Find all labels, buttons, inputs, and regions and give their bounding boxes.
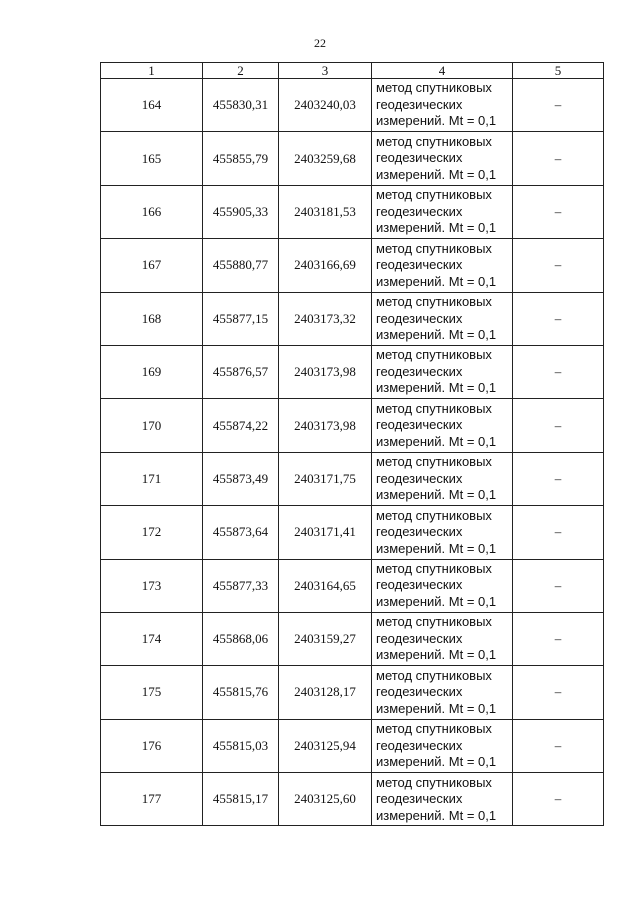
method-line-2: геодезических xyxy=(376,417,463,433)
method-line-2: геодезических xyxy=(376,737,463,753)
description-cell: – xyxy=(513,79,604,132)
coordinate-x: 455874,22 xyxy=(203,399,279,452)
method-line-2: геодезических xyxy=(376,96,463,112)
coordinate-y: 2403159,27 xyxy=(279,612,372,665)
point-number: 168 xyxy=(101,292,203,345)
method-line-1: метод спутниковых xyxy=(376,667,492,683)
measurement-method xyxy=(372,719,513,772)
method-line-1: метод спутниковых xyxy=(376,454,492,470)
measurement-method xyxy=(372,239,513,292)
point-number: 174 xyxy=(101,612,203,665)
method-line-3: измерений. Mt = 0,1 xyxy=(376,433,497,449)
point-number: 170 xyxy=(101,399,203,452)
coordinate-y: 2403173,98 xyxy=(279,399,372,452)
point-number: 171 xyxy=(101,452,203,505)
method-line-2: геодезических xyxy=(376,203,463,219)
table-row xyxy=(101,773,604,826)
description-cell: – xyxy=(513,559,604,612)
point-number: 172 xyxy=(101,506,203,559)
coordinate-y: 2403164,65 xyxy=(279,559,372,612)
point-number: 175 xyxy=(101,666,203,719)
table-row xyxy=(101,666,604,719)
column-header-1: 1 xyxy=(101,63,203,79)
point-number: 166 xyxy=(101,185,203,238)
description-cell: – xyxy=(513,345,604,398)
description-cell: – xyxy=(513,612,604,665)
method-line-3: измерений. Mt = 0,1 xyxy=(376,113,497,129)
description-cell: – xyxy=(513,773,604,826)
description-cell: – xyxy=(513,452,604,505)
method-line-1: метод спутниковых xyxy=(376,133,492,149)
coordinate-x: 455873,64 xyxy=(203,506,279,559)
column-header-4: 4 xyxy=(372,63,513,79)
coordinate-y: 2403128,17 xyxy=(279,666,372,719)
coordinate-y: 2403240,03 xyxy=(279,79,372,132)
measurement-method xyxy=(372,132,513,185)
method-line-3: измерений. Mt = 0,1 xyxy=(376,220,497,236)
method-line-2: геодезических xyxy=(376,310,463,326)
table-row xyxy=(101,452,604,505)
method-line-2: геодезических xyxy=(376,363,463,379)
measurement-method xyxy=(372,79,513,132)
method-line-1: метод спутниковых xyxy=(376,774,492,790)
coordinate-x: 455815,76 xyxy=(203,666,279,719)
method-line-3: измерений. Mt = 0,1 xyxy=(376,700,497,716)
method-line-2: геодезических xyxy=(376,684,463,700)
point-number: 177 xyxy=(101,773,203,826)
description-cell: – xyxy=(513,719,604,772)
method-line-3: измерений. Mt = 0,1 xyxy=(376,807,497,823)
description-cell: – xyxy=(513,132,604,185)
coordinate-y: 2403166,69 xyxy=(279,239,372,292)
measurement-method xyxy=(372,345,513,398)
table-row xyxy=(101,79,604,132)
method-line-3: измерений. Mt = 0,1 xyxy=(376,273,497,289)
method-line-3: измерений. Mt = 0,1 xyxy=(376,380,497,396)
point-number: 165 xyxy=(101,132,203,185)
table-row xyxy=(101,399,604,452)
table-row xyxy=(101,506,604,559)
method-line-1: метод спутниковых xyxy=(376,187,492,203)
table-header-row xyxy=(101,63,604,79)
coordinate-x: 455815,17 xyxy=(203,773,279,826)
measurement-method xyxy=(372,292,513,345)
method-line-2: геодезических xyxy=(376,577,463,593)
point-number: 164 xyxy=(101,79,203,132)
coordinate-y: 2403171,41 xyxy=(279,506,372,559)
method-line-2: геодезических xyxy=(376,524,463,540)
coordinate-y: 2403125,94 xyxy=(279,719,372,772)
method-line-1: метод спутниковых xyxy=(376,347,492,363)
measurement-method xyxy=(372,559,513,612)
method-line-3: измерений. Mt = 0,1 xyxy=(376,754,497,770)
point-number: 167 xyxy=(101,239,203,292)
method-line-2: геодезических xyxy=(376,257,463,273)
table-row xyxy=(101,239,604,292)
coordinate-x: 455873,49 xyxy=(203,452,279,505)
measurement-method xyxy=(372,399,513,452)
method-line-1: метод спутниковых xyxy=(376,614,492,630)
table-row xyxy=(101,612,604,665)
point-number: 169 xyxy=(101,345,203,398)
coordinate-y: 2403125,60 xyxy=(279,773,372,826)
coordinate-y: 2403173,32 xyxy=(279,292,372,345)
method-line-1: метод спутниковых xyxy=(376,721,492,737)
method-line-1: метод спутниковых xyxy=(376,560,492,576)
method-line-3: измерений. Mt = 0,1 xyxy=(376,487,497,503)
method-line-1: метод спутниковых xyxy=(376,400,492,416)
table-row xyxy=(101,345,604,398)
method-line-2: геодезических xyxy=(376,150,463,166)
coordinate-x: 455877,33 xyxy=(203,559,279,612)
method-line-3: измерений. Mt = 0,1 xyxy=(376,327,497,342)
page-number: 22 xyxy=(314,36,326,50)
coordinate-x: 455868,06 xyxy=(203,612,279,665)
coordinate-y: 2403173,98 xyxy=(279,345,372,398)
measurement-method xyxy=(372,612,513,665)
description-cell: – xyxy=(513,239,604,292)
description-cell: – xyxy=(513,506,604,559)
method-line-1: метод спутниковых xyxy=(376,240,492,256)
point-number: 173 xyxy=(101,559,203,612)
coordinate-x: 455830,31 xyxy=(203,79,279,132)
method-line-3: измерений. Mt = 0,1 xyxy=(376,166,497,182)
column-header-3: 3 xyxy=(279,63,372,79)
measurement-method xyxy=(372,506,513,559)
column-header-5: 5 xyxy=(513,63,604,79)
description-cell: – xyxy=(513,666,604,719)
coordinate-x: 455876,57 xyxy=(203,345,279,398)
coordinate-y: 2403171,75 xyxy=(279,452,372,505)
table-row xyxy=(101,292,604,345)
method-line-2: геодезических xyxy=(376,791,463,807)
measurement-method xyxy=(372,185,513,238)
coordinate-x: 455905,33 xyxy=(203,185,279,238)
coordinate-x: 455855,79 xyxy=(203,132,279,185)
method-line-2: геодезических xyxy=(376,630,463,646)
method-line-3: измерений. Mt = 0,1 xyxy=(376,593,497,609)
description-cell: – xyxy=(513,399,604,452)
description-cell: – xyxy=(513,185,604,238)
table-body xyxy=(101,79,604,826)
coordinate-x: 455815,03 xyxy=(203,719,279,772)
table-row xyxy=(101,185,604,238)
method-line-3: измерений. Mt = 0,1 xyxy=(376,647,497,663)
table-row xyxy=(101,132,604,185)
measurement-method xyxy=(372,773,513,826)
coordinate-y: 2403259,68 xyxy=(279,132,372,185)
table-row xyxy=(101,559,604,612)
column-header-2: 2 xyxy=(203,63,279,79)
method-line-2: геодезических xyxy=(376,470,463,486)
coordinate-x: 455877,15 xyxy=(203,292,279,345)
measurement-method xyxy=(372,666,513,719)
method-line-1: метод спутниковых xyxy=(376,80,492,96)
point-number: 176 xyxy=(101,719,203,772)
method-line-1: метод спутниковых xyxy=(376,507,492,523)
method-line-3: измерений. Mt = 0,1 xyxy=(376,540,497,556)
coordinate-y: 2403181,53 xyxy=(279,185,372,238)
method-line-1: метод спутниковых xyxy=(376,294,492,309)
table-row xyxy=(101,719,604,772)
coordinates-table xyxy=(100,62,604,826)
description-cell: – xyxy=(513,292,604,345)
coordinate-x: 455880,77 xyxy=(203,239,279,292)
measurement-method xyxy=(372,452,513,505)
